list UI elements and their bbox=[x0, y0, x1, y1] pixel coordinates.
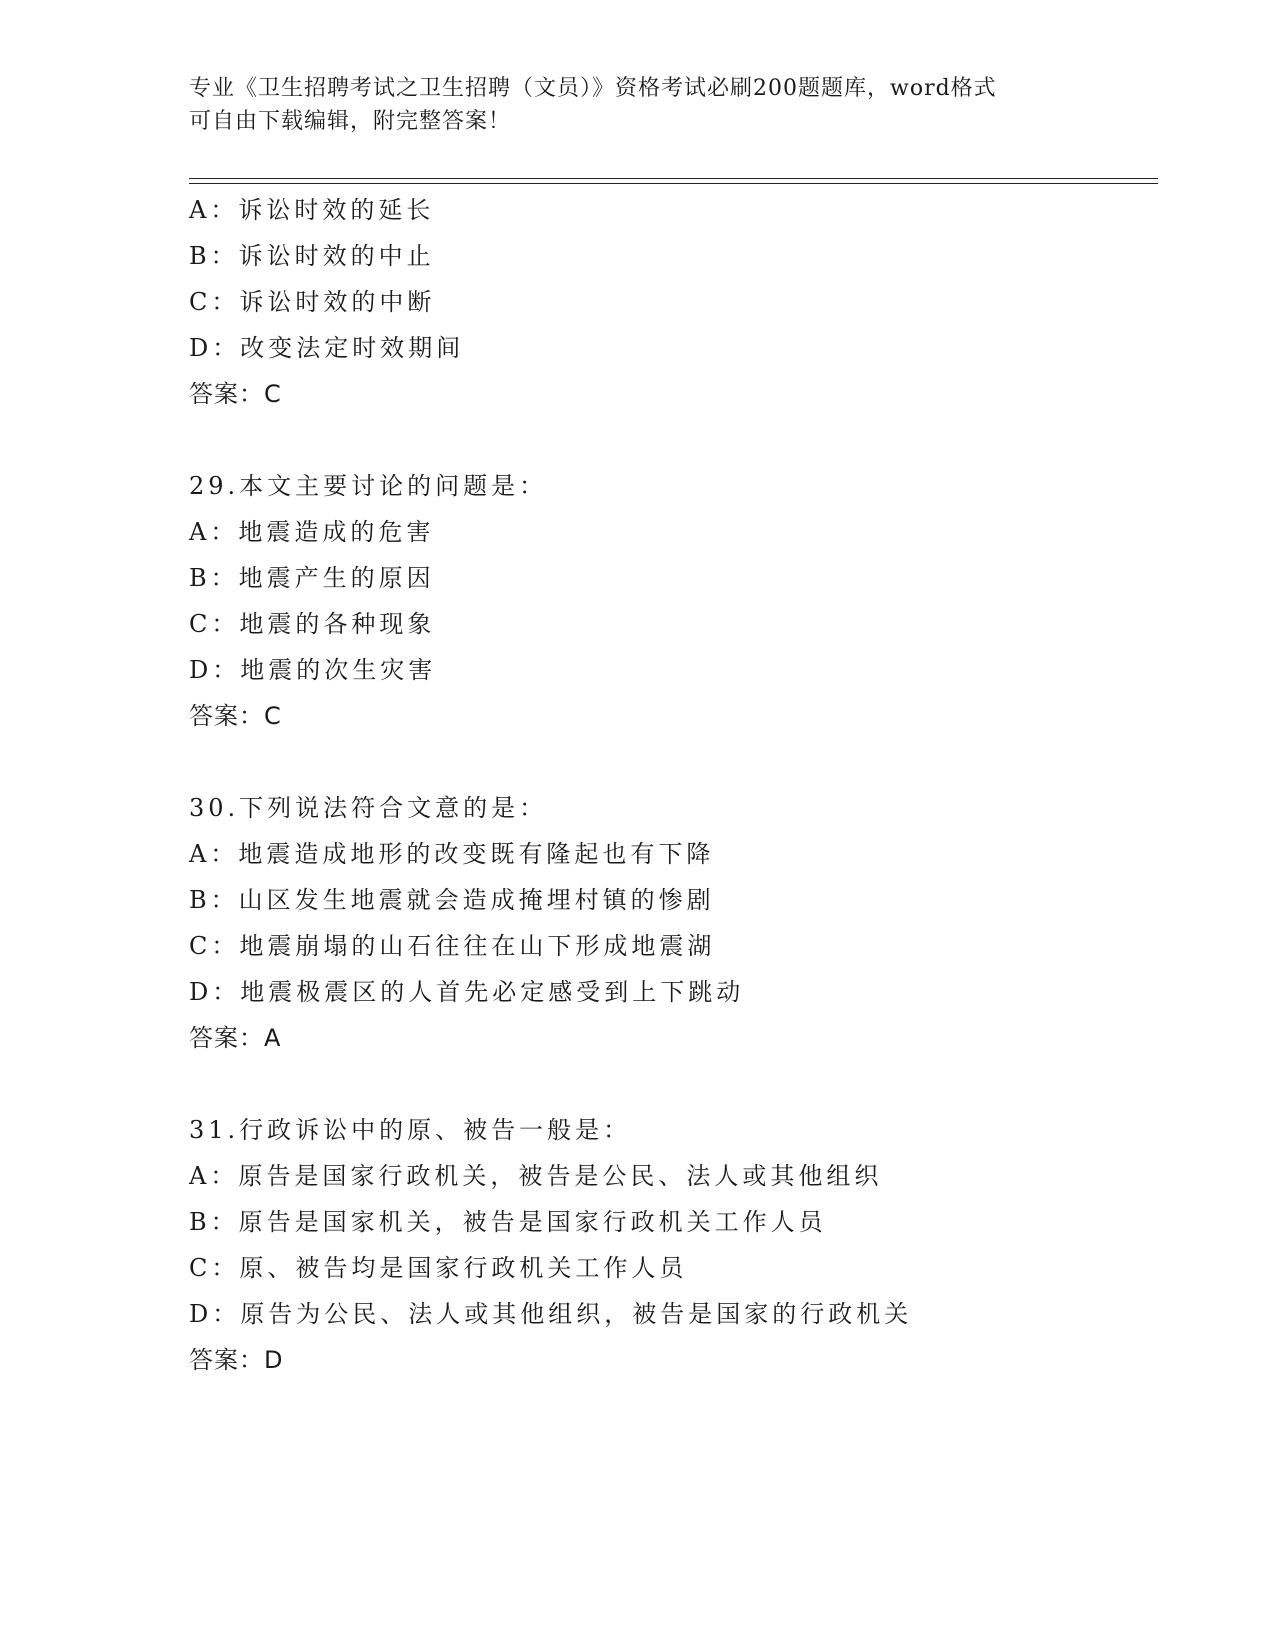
header-line-1: 专业《卫生招聘考试之卫生招聘（文员）》资格考试必刷200题题库，word格式 bbox=[189, 76, 997, 101]
question-text: 31.行政诉讼中的原、被告一般是： bbox=[189, 1116, 632, 1144]
option-b: B：地震产生的原因 bbox=[189, 564, 435, 592]
option-c: C：原、被告均是国家行政机关工作人员 bbox=[189, 1254, 688, 1282]
question-list bbox=[189, 187, 1149, 1383]
answer: 答案：A bbox=[189, 1024, 282, 1052]
option-d: D：原告为公民、法人或其他组织，被告是国家的行政机关 bbox=[189, 1300, 913, 1328]
spacer bbox=[189, 417, 1149, 463]
question-block-28 bbox=[189, 187, 1149, 417]
answer: 答案：D bbox=[189, 1346, 284, 1374]
answer: 答案：C bbox=[189, 702, 282, 730]
option-b: B：诉讼时效的中止 bbox=[189, 242, 435, 270]
header-divider-top bbox=[189, 178, 1158, 179]
option-a: A：地震造成地形的改变既有隆起也有下降 bbox=[189, 840, 715, 868]
option-b: B：山区发生地震就会造成掩埋村镇的惨剧 bbox=[189, 886, 715, 914]
document-header bbox=[189, 72, 1089, 138]
question-block-30 bbox=[189, 785, 1149, 1061]
option-b: B：原告是国家机关，被告是国家行政机关工作人员 bbox=[189, 1208, 827, 1236]
option-d: D：改变法定时效期间 bbox=[189, 334, 465, 362]
option-d: D：地震极震区的人首先必定感受到上下跳动 bbox=[189, 978, 745, 1006]
option-c: C：地震的各种现象 bbox=[189, 610, 436, 638]
option-d: D：地震的次生灾害 bbox=[189, 656, 437, 684]
question-text: 30.下列说法符合文意的是： bbox=[189, 794, 548, 822]
option-c: C：地震崩塌的山石往往在山下形成地震湖 bbox=[189, 932, 716, 960]
question-block-29 bbox=[189, 463, 1149, 739]
option-a: A：原告是国家行政机关，被告是公民、法人或其他组织 bbox=[189, 1162, 883, 1190]
header-divider-bottom bbox=[189, 183, 1158, 184]
question-text: 29.本文主要讨论的问题是： bbox=[189, 472, 548, 500]
option-a: A：诉讼时效的延长 bbox=[189, 196, 435, 224]
option-a: A：地震造成的危害 bbox=[189, 518, 435, 546]
spacer bbox=[189, 739, 1149, 785]
answer: 答案：C bbox=[189, 380, 282, 408]
question-block-31 bbox=[189, 1107, 1149, 1383]
option-c: C：诉讼时效的中断 bbox=[189, 288, 436, 316]
header-line-2: 可自由下载编辑，附完整答案！ bbox=[189, 109, 512, 134]
spacer bbox=[189, 1061, 1149, 1107]
